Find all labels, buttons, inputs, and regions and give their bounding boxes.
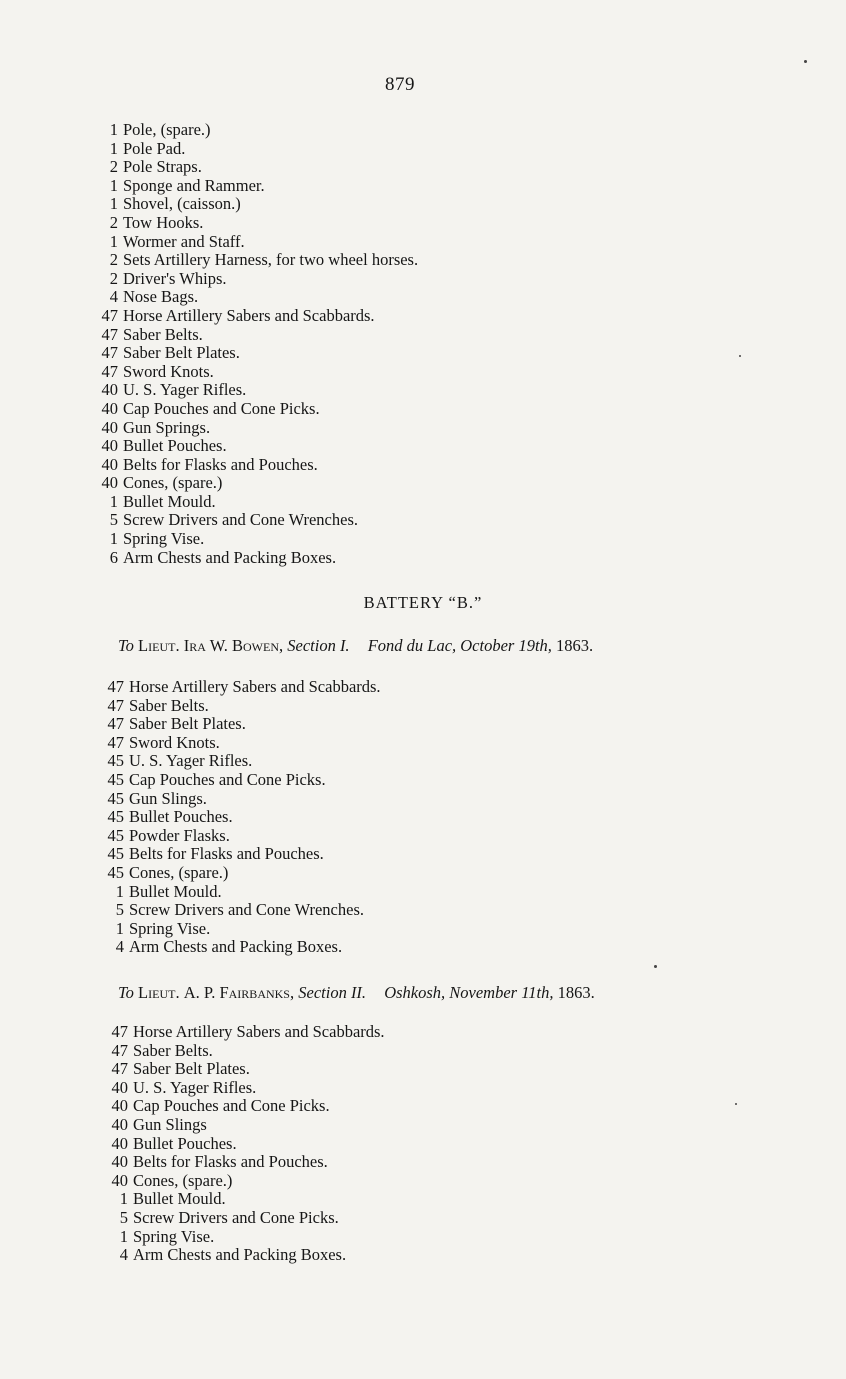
- item-description: Bullet Pouches.: [123, 436, 227, 456]
- item-quantity: 4: [109, 287, 118, 307]
- item-quantity: 1: [115, 918, 124, 938]
- item-description: Cones, (spare.): [129, 862, 229, 882]
- list-item: [92, 456, 418, 475]
- list-item: [92, 363, 418, 382]
- item-quantity: 5: [119, 1207, 128, 1227]
- item-description: Bullet Pouches.: [129, 807, 233, 827]
- list-item: [92, 474, 418, 493]
- list-item: [92, 251, 418, 270]
- item-description: Belts for Flasks and Pouches.: [133, 1152, 328, 1172]
- scan-speck: [804, 60, 807, 63]
- item-quantity: 47: [107, 714, 124, 734]
- issue-section: Section II.: [298, 983, 367, 1002]
- issue-place-date: Oshkosh, November 11th,: [384, 983, 554, 1002]
- item-description: Saber Belt Plates.: [129, 714, 246, 734]
- list-item: [98, 845, 381, 864]
- item-quantity: 40: [111, 1152, 128, 1172]
- item-quantity: 6: [109, 547, 118, 567]
- item-quantity: 5: [109, 510, 118, 530]
- item-description: Pole Straps.: [123, 157, 202, 177]
- item-description: Sword Knots.: [123, 361, 214, 381]
- item-description: Cap Pouches and Cone Picks.: [129, 769, 326, 789]
- list-item: [98, 790, 381, 809]
- item-quantity: 45: [107, 751, 124, 771]
- item-description: Nose Bags.: [123, 287, 199, 307]
- item-description: Wormer and Staff.: [123, 231, 245, 251]
- list-item: [92, 121, 418, 140]
- item-quantity: 2: [109, 250, 118, 270]
- item-quantity: 1: [115, 881, 124, 901]
- scan-speck: [735, 1103, 737, 1105]
- item-description: Cones, (spare.): [133, 1170, 233, 1190]
- list-item: [92, 419, 418, 438]
- item-description: Pole, (spare.): [123, 120, 211, 139]
- item-description: Saber Belt Plates.: [123, 343, 240, 363]
- item-description: Bullet Pouches.: [133, 1133, 237, 1153]
- issue-name: A. P. Fairbanks,: [183, 983, 295, 1002]
- item-description: Belts for Flasks and Pouches.: [129, 844, 324, 864]
- item-quantity: 1: [119, 1189, 128, 1209]
- item-description: U. S. Yager Rifles.: [133, 1077, 257, 1097]
- item-quantity: 1: [109, 194, 118, 214]
- issue-rank: Lieut.: [138, 983, 180, 1002]
- item-description: Cap Pouches and Cone Picks.: [123, 398, 320, 418]
- list-item: [102, 1023, 385, 1042]
- item-quantity: 40: [111, 1096, 128, 1116]
- item-quantity: 5: [115, 900, 124, 920]
- item-description: Saber Belts.: [133, 1040, 213, 1060]
- item-quantity: 45: [107, 862, 124, 882]
- list-item: [92, 530, 418, 549]
- list-item: [98, 771, 381, 790]
- item-description: Cones, (spare.): [123, 473, 223, 493]
- item-quantity: 45: [107, 844, 124, 864]
- item-description: Saber Belts.: [129, 695, 209, 715]
- list-item: [98, 864, 381, 883]
- list-item: [102, 1209, 385, 1228]
- equipment-list-2: [98, 678, 381, 957]
- list-item: [102, 1153, 385, 1172]
- item-quantity: 4: [115, 937, 124, 957]
- item-description: Cap Pouches and Cone Picks.: [133, 1096, 330, 1116]
- item-quantity: 1: [109, 175, 118, 195]
- list-item: [98, 901, 381, 920]
- item-quantity: 1: [109, 529, 118, 549]
- item-description: Pole Pad.: [123, 138, 186, 158]
- issue-section: Section I.: [287, 636, 350, 655]
- item-quantity: 47: [101, 305, 118, 325]
- item-quantity: 2: [109, 212, 118, 232]
- item-quantity: 47: [107, 732, 124, 752]
- item-description: Bullet Mould.: [123, 491, 216, 511]
- item-quantity: 1: [119, 1226, 128, 1246]
- item-quantity: 47: [101, 324, 118, 344]
- list-item: [102, 1228, 385, 1247]
- item-description: Bullet Mould.: [133, 1189, 226, 1209]
- item-description: Sponge and Rammer.: [123, 175, 265, 195]
- list-item: [102, 1042, 385, 1061]
- list-item: [92, 493, 418, 512]
- list-item: [102, 1135, 385, 1154]
- list-item: [92, 511, 418, 530]
- list-item: [92, 177, 418, 196]
- issue-place-date: Fond du Lac, October 19th,: [367, 636, 552, 655]
- item-description: Bullet Mould.: [129, 881, 222, 901]
- item-quantity: 40: [111, 1077, 128, 1097]
- issue-year: 1863.: [556, 636, 594, 655]
- item-quantity: 40: [101, 398, 118, 418]
- item-quantity: 1: [109, 120, 118, 139]
- item-description: Sets Artillery Harness, for two wheel horses.: [123, 250, 419, 270]
- list-item: [92, 233, 418, 252]
- item-quantity: 47: [111, 1022, 128, 1041]
- item-quantity: 47: [107, 677, 124, 696]
- item-quantity: 1: [109, 491, 118, 511]
- list-item: [102, 1246, 385, 1265]
- issue-to: To: [118, 636, 134, 655]
- list-item: [98, 697, 381, 716]
- item-description: Driver's Whips.: [123, 268, 227, 288]
- list-item: [92, 437, 418, 456]
- equipment-list-3: [102, 1023, 385, 1265]
- item-quantity: 47: [101, 343, 118, 363]
- equipment-list-1: [92, 121, 418, 567]
- item-description: Spring Vise.: [133, 1226, 215, 1246]
- item-quantity: 45: [107, 788, 124, 808]
- list-item: [92, 549, 418, 568]
- list-item: [92, 270, 418, 289]
- issue-name: Ira W. Bowen,: [183, 636, 284, 655]
- list-item: [92, 344, 418, 363]
- item-description: Horse Artillery Sabers and Scabbards.: [123, 305, 375, 325]
- list-item: [102, 1097, 385, 1116]
- item-description: U. S. Yager Rifles.: [129, 751, 253, 771]
- item-quantity: 40: [111, 1133, 128, 1153]
- list-item: [102, 1060, 385, 1079]
- item-description: Gun Slings.: [129, 788, 207, 808]
- item-quantity: 2: [109, 157, 118, 177]
- list-item: [92, 326, 418, 345]
- item-quantity: 40: [111, 1170, 128, 1190]
- item-quantity: 4: [119, 1245, 128, 1265]
- issue-to: To: [118, 983, 134, 1002]
- item-description: Horse Artillery Sabers and Scabbards.: [129, 677, 381, 696]
- list-item: [92, 400, 418, 419]
- item-description: Gun Slings: [133, 1114, 207, 1134]
- list-item: [98, 752, 381, 771]
- item-description: Saber Belt Plates.: [133, 1059, 250, 1079]
- list-item: [98, 938, 381, 957]
- item-description: Arm Chests and Packing Boxes.: [133, 1245, 347, 1265]
- item-description: Horse Artillery Sabers and Scabbards.: [133, 1022, 385, 1041]
- item-description: Shovel, (caisson.): [123, 194, 241, 214]
- item-description: U. S. Yager Rifles.: [123, 380, 247, 400]
- item-quantity: 47: [111, 1059, 128, 1079]
- item-description: Arm Chests and Packing Boxes.: [129, 937, 343, 957]
- list-item: [98, 883, 381, 902]
- list-item: [98, 678, 381, 697]
- item-description: Spring Vise.: [129, 918, 211, 938]
- issue-line-bowen: [118, 636, 593, 656]
- list-item: [102, 1116, 385, 1135]
- item-quantity: 40: [101, 473, 118, 493]
- item-quantity: 45: [107, 769, 124, 789]
- item-quantity: 47: [101, 361, 118, 381]
- issue-rank: Lieut.: [138, 636, 180, 655]
- item-quantity: 40: [101, 454, 118, 474]
- page-number: 879: [385, 74, 415, 95]
- list-item: [98, 920, 381, 939]
- scan-speck: [654, 965, 657, 968]
- item-description: Saber Belts.: [123, 324, 203, 344]
- item-description: Sword Knots.: [129, 732, 220, 752]
- scan-speck: [739, 355, 741, 357]
- item-quantity: 1: [109, 231, 118, 251]
- battery-heading: BATTERY “B.”: [363, 593, 483, 612]
- item-quantity: 40: [101, 417, 118, 437]
- list-item: [92, 381, 418, 400]
- item-description: Spring Vise.: [123, 529, 205, 549]
- list-item: [92, 140, 418, 159]
- item-quantity: 47: [111, 1040, 128, 1060]
- list-item: [98, 734, 381, 753]
- item-quantity: 45: [107, 807, 124, 827]
- item-description: Belts for Flasks and Pouches.: [123, 454, 318, 474]
- item-description: Gun Springs.: [123, 417, 211, 437]
- item-quantity: 40: [111, 1114, 128, 1134]
- list-item: [98, 827, 381, 846]
- list-item: [92, 158, 418, 177]
- item-description: Powder Flasks.: [129, 825, 230, 845]
- issue-year: 1863.: [557, 983, 595, 1002]
- list-item: [102, 1172, 385, 1191]
- item-quantity: 1: [109, 138, 118, 158]
- item-quantity: 40: [101, 380, 118, 400]
- item-description: Screw Drivers and Cone Picks.: [133, 1207, 339, 1227]
- item-description: Arm Chests and Packing Boxes.: [123, 547, 337, 567]
- issue-line-fairbanks: [118, 983, 595, 1003]
- item-quantity: 45: [107, 825, 124, 845]
- list-item: [102, 1079, 385, 1098]
- list-item: [98, 715, 381, 734]
- list-item: [92, 195, 418, 214]
- list-item: [92, 214, 418, 233]
- item-description: Screw Drivers and Cone Wrenches.: [123, 510, 358, 530]
- item-quantity: 40: [101, 436, 118, 456]
- item-quantity: 2: [109, 268, 118, 288]
- item-quantity: 47: [107, 695, 124, 715]
- item-description: Tow Hooks.: [123, 212, 204, 232]
- list-item: [92, 307, 418, 326]
- list-item: [102, 1190, 385, 1209]
- list-item: [92, 288, 418, 307]
- item-description: Screw Drivers and Cone Wrenches.: [129, 900, 364, 920]
- list-item: [98, 808, 381, 827]
